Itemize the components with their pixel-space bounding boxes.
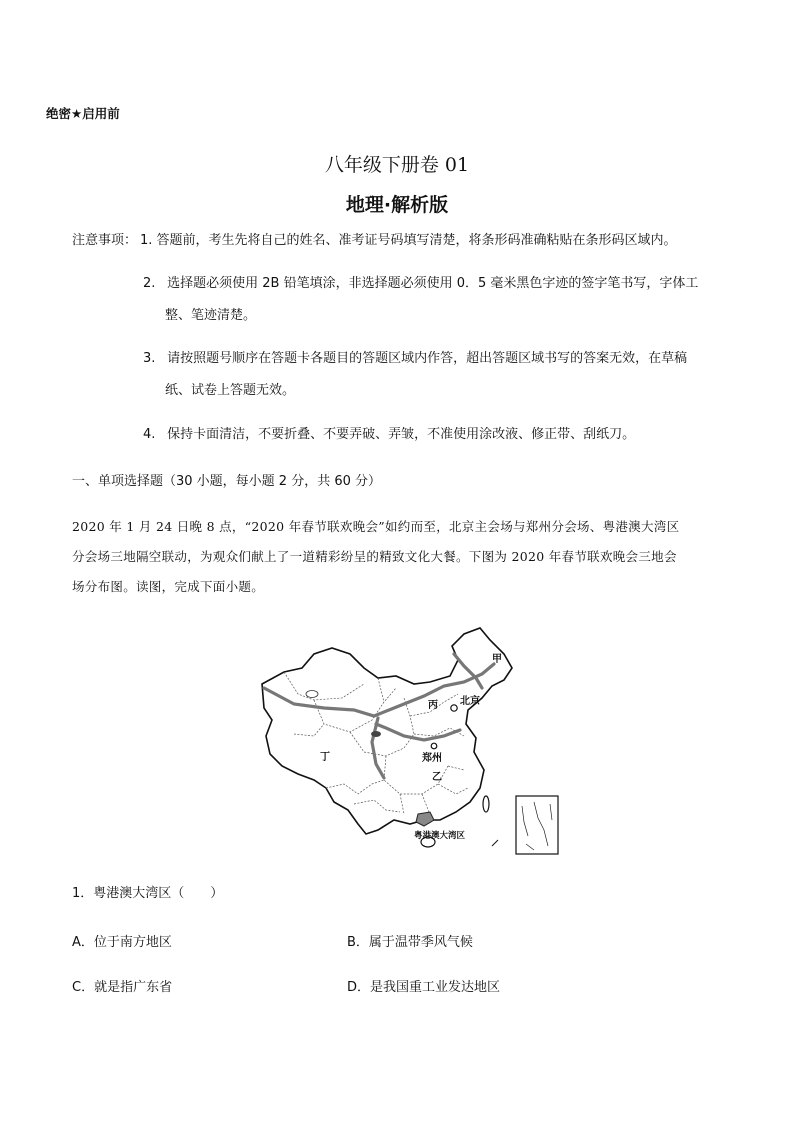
question-1-stem: 1．粤港澳大湾区（ ） [72,886,224,901]
notice-item-text: 选择题必须使用 2B 铅笔填涂，非选择题必须使用 0．5 毫米黑色字迹的签字笔书写，字体工 [167,276,699,291]
option-text: 就是指广东省 [94,980,173,995]
notice-item-1 [140,228,677,254]
china-venue-map [254,624,564,856]
notice-item-3 [143,343,733,407]
question-passage [72,512,732,602]
notice-item-text-cont: 整、笔迹清楚。 [165,308,257,323]
passage-line: 2020 年 1 月 24 日晚 8 点，“2020 年春节联欢晚会”如约而至，北京主会场与郑州分会场、粤港澳大湾区 [72,519,680,534]
label-beijing: 北京 [460,696,480,707]
notice-item-4 [143,419,733,451]
passage-line: 分会场三地隔空联动，为观众们献上了一道精彩纷呈的精致文化大餐。下图为 2020 年春节联欢晚会三地会 [72,549,677,564]
label-bing: 丙 [428,700,438,711]
confidential-mark: 绝密★启用前 [46,106,120,121]
notice-item-number: 1. [140,233,153,248]
option-text: 是我国重工业发达地区 [370,980,501,995]
label-yi: 乙 [432,772,442,783]
option-text: 属于温带季风气候 [368,935,473,950]
beijing-marker [451,705,457,711]
option-b[interactable] [347,931,473,950]
notice-label: 注意事项： [72,233,138,248]
label-jia: 甲 [492,654,502,665]
taiwan-island [483,796,489,812]
label-gba: 粤港澳大湾区 [414,831,466,841]
south-china-sea-inset [516,796,558,854]
notice-item-number: 3. [143,351,156,366]
notice-item-2 [143,268,733,332]
label-zhengzhou: 郑州 [422,753,442,764]
option-letter: D． [347,980,371,995]
passage-line: 场分布图。读图，完成下面小题。 [72,579,265,594]
zhengzhou-marker [431,743,437,749]
paper-subtitle: 地理·解析版 [345,194,449,216]
option-letter: B． [347,935,369,950]
dash-mark [492,840,498,846]
lake-marker [371,731,381,737]
option-text: 位于南方地区 [93,935,172,950]
option-a[interactable] [72,931,172,950]
label-ding: 丁 [320,752,330,763]
notice-item-number: 2. [143,276,156,291]
option-c[interactable] [72,976,172,995]
option-letter: A． [72,935,94,950]
lake-marker [306,691,318,698]
option-d[interactable] [347,976,500,995]
option-letter: C． [72,980,95,995]
china-outline [262,628,512,834]
notice-item-text-cont: 纸、试卷上答题无效。 [165,383,296,398]
notice-item-text: 保持卡面清洁，不要折叠、不要弄破、弄皱，不准使用涂改液、修正带、刮纸刀。 [167,427,636,442]
notice-item-text: 请按照题号顺序在答题卡各题目的答题区域内作答，超出答题区域书写的答案无效，在草稿 [167,351,688,366]
notice-item-number: 4. [143,427,156,442]
gba-area [416,812,434,826]
paper-title: 八年级下册卷 01 [324,154,470,176]
notice-item-text: 答题前，考生先将自己的姓名、准考证号码填写清楚，将条形码准确粘贴在条形码区域内。 [156,233,677,248]
section-heading: 一、单项选择题（30 小题，每小题 2 分，共 60 分） [72,474,382,489]
